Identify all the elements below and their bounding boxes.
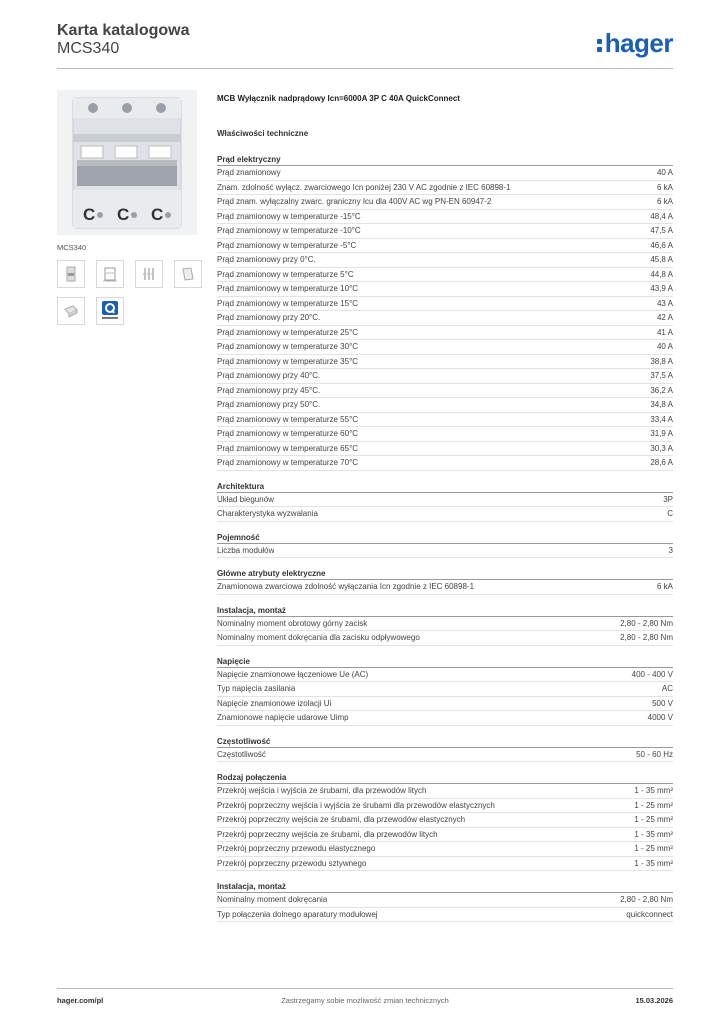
spec-label: Znamionowa zwarciowa zdolność wyłączania Icn zgodnie z IEC 60898-1 [217,582,475,591]
spec-label: Prąd znamionowy w temperaturze -15°C [217,211,361,221]
spec-label: Prąd znamionowy w temperaturze -5°C [217,240,357,250]
spec-label: Prąd znamionowy w temperaturze 25°C [217,327,359,337]
quickconnect-logo-icon [99,300,121,322]
spec-value: 43 A [656,298,673,308]
section-spacer [217,646,673,656]
spec-label: Prąd znamionowy w temperaturze 35°C [217,356,359,366]
spec-section [217,481,673,522]
spec-value: 40 A [656,342,673,351]
spec-value: 1 - 25 mm² [634,800,673,810]
spec-label: Przekrój poprzeczny wejścia i wyjścia ze śrubami dla przewodów elastycznych [217,800,495,810]
section-spacer [217,726,673,736]
spec-row [217,580,673,595]
spec-label: Prąd znam. wyłączalny zwarc. graniczny Icu dla 400V AC wg PN-EN 60947-2 [217,197,492,206]
spec-label: Napięcie znamionowe łączeniowe Ue (AC) [217,669,369,679]
spec-value: 43,9 A [650,284,673,293]
thumbnail-side-view[interactable] [174,260,202,288]
product-caption: MCS340 [57,243,87,252]
spec-value: AC [661,684,673,693]
thumbnail-perspective-view[interactable] [57,297,85,325]
product-name: MCB Wyłącznik nadprądowy Icn=6000A 3P C 40A QuickConnect [217,94,460,103]
spec-row [217,413,673,428]
spec-section [217,656,673,726]
spec-label: Prąd znamionowy przy 50°C. [217,400,321,409]
spec-row [217,617,673,632]
spec-label: Prąd znamionowy w temperaturze 55°C [217,414,359,424]
spec-label: Liczba modułów [217,545,275,555]
spec-label: Prąd znamionowy przy 45°C. [217,385,321,395]
page-title: Karta katalogowa [57,22,190,39]
spec-value: 37,5 A [650,371,673,380]
section-title: Częstotliwość [217,736,673,748]
spec-value: 34,8 A [650,400,673,409]
spec-row [217,682,673,697]
spec-row [217,253,673,268]
technical-properties-heading: Właściwości techniczne [217,129,309,138]
spec-row [217,311,673,326]
spec-row [217,631,673,646]
spec-value: 3 [668,545,673,555]
spec-row [217,507,673,522]
section-title: Prąd elektryczny [217,154,673,166]
spec-label: Prąd znamionowy [217,168,281,177]
thumbnail-dimension-drawing[interactable] [96,260,124,288]
spec-value: 500 V [652,698,673,708]
spec-row [217,340,673,355]
spec-row [217,210,673,225]
spec-label: Prąd znamionowy w temperaturze 30°C [217,342,359,351]
spec-value: 31,9 A [650,429,673,438]
spec-value: 1 - 35 mm² [634,829,673,839]
spec-label: Prąd znamionowy przy 20°C. [217,313,321,322]
spec-label: Prąd znamionowy w temperaturze 60°C [217,429,359,438]
spec-row [217,893,673,908]
spec-row [217,442,673,457]
svg-text:C: C [151,205,164,224]
thumbnail-strip [57,260,197,325]
footer-date: 15.03.2026 [635,996,673,1005]
hager-logo[interactable] [597,28,673,59]
section-title: Pojemność [217,532,673,544]
spec-row [217,493,673,508]
header-divider [57,68,673,69]
spec-label: Częstotliwość [217,749,266,759]
spec-value: quickconnect [626,909,673,919]
spec-value: 6 kA [656,182,673,192]
spec-label: Nominalny moment dokręcania dla zacisku odpływowego [217,633,420,642]
spec-label: Przekrój poprzeczny przewodu elastycznego [217,844,376,853]
thumbnail-front-view[interactable] [57,260,85,288]
spec-label: Nominalny moment obrotowy górny zacisk [217,618,368,628]
section-title: Napięcie [217,656,673,668]
spec-label: Prąd znamionowy w temperaturze 5°C [217,269,354,279]
spec-label: Prąd znamionowy przy 40°C. [217,371,321,380]
spec-label: Prąd znamionowy w temperaturze 70°C [217,458,359,467]
spec-row [217,268,673,283]
spec-value: 41 A [656,327,673,337]
dimension-drawing-icon [101,265,119,283]
section-spacer [217,522,673,532]
spec-value: 2,80 - 2,80 Nm [620,895,673,904]
spec-label: Przekrój poprzeczny przewodu sztywnego [217,858,367,868]
svg-text:C: C [117,205,130,224]
spec-value: 6 kA [656,582,673,591]
spec-label: Nominalny moment dokręcania [217,895,328,904]
spec-panel [217,94,673,922]
spec-label: Znam. zdolność wyłącz. zwarciowego Icn poniżej 230 V AC zgodnie z IEC 60898-1 [217,182,511,192]
spec-section [217,532,673,559]
side-view-icon [179,265,197,283]
spec-value: C [667,509,673,518]
spec-value: 44,8 A [650,269,673,279]
spec-label: Znamionowe napięcie udarowe Uimp [217,713,349,722]
section-title: Instalacja, montaż [217,605,673,617]
product-image[interactable] [57,90,197,235]
spec-section [217,736,673,763]
section-title: Architektura [217,481,673,493]
spec-row [217,842,673,857]
spec-value: 1 - 25 mm² [634,844,673,853]
spec-row [217,384,673,399]
spec-row [217,456,673,471]
spec-value: 2,80 - 2,80 Nm [620,618,673,628]
spec-value: 1 - 35 mm² [634,786,673,795]
spec-label: Przekrój wejścia i wyjścia ze śrubami, dla przewodów litych [217,786,427,795]
spec-row [217,282,673,297]
spec-label: Prąd znamionowy w temperaturze 10°C [217,284,359,293]
spec-row [217,398,673,413]
spec-value: 45,8 A [650,255,673,264]
spec-value: 28,6 A [650,458,673,467]
logo-text: hager [604,28,673,58]
footer-notice: Zastrzegamy sobie możliwość zmian technicznych [281,996,449,1005]
spec-value: 1 - 25 mm² [634,815,673,824]
spec-row [217,813,673,828]
spec-value: 48,4 A [650,211,673,221]
spec-section [217,568,673,595]
spec-value: 3P [663,494,673,504]
spec-section [217,881,673,922]
spec-value: 2,80 - 2,80 Nm [620,633,673,642]
spec-row [217,748,673,763]
spec-label: Typ napięcia zasilania [217,684,296,693]
section-spacer [217,471,673,481]
spec-row [217,828,673,843]
header [57,22,673,68]
spec-row [217,544,673,559]
section-spacer [217,762,673,772]
spec-value: 4000 V [647,713,673,722]
spec-row [217,697,673,712]
spec-section [217,772,673,871]
logo-dots-icon [597,34,603,54]
spec-value: 40 A [656,168,673,177]
spec-label: Prąd znamionowy w temperaturze 15°C [217,298,359,308]
spec-value: 42 A [656,313,673,322]
spec-value: 33,4 A [650,414,673,424]
spec-value: 50 - 60 Hz [636,749,673,759]
spec-label: Prąd znamionowy w temperaturze 65°C [217,443,359,453]
thumbnail-wiring-diagram[interactable] [135,260,163,288]
spec-row [217,326,673,341]
spec-label: Układ biegunów [217,494,274,504]
section-title: Instalacja, montaż [217,881,673,893]
spec-row [217,908,673,923]
footer-site-link[interactable]: hager.com/pl [57,996,104,1005]
spec-label: Przekrój poprzeczny wejścia ze śrubami, dla przewodów elastycznych [217,815,466,824]
spec-value: 400 - 400 V [631,669,673,679]
spec-row [217,668,673,683]
circuit-breaker-icon [67,94,187,232]
product-code: MCS340 [57,40,120,57]
spec-section [217,605,673,646]
section-spacer [217,871,673,881]
spec-row [217,355,673,370]
perspective-view-icon [62,302,80,320]
spec-label: Prąd znamionowy w temperaturze -10°C [217,226,361,235]
section-spacer [217,595,673,605]
spec-value: 6 kA [656,197,673,206]
spec-label: Napięcie znamionowe izolacji Ui [217,698,332,708]
product-media [57,90,197,325]
spec-row [217,224,673,239]
spec-label: Przekrój poprzeczny wejścia ze śrubami, dla przewodów litych [217,829,438,839]
spec-sections [217,154,673,922]
section-title: Rodzaj połączenia [217,772,673,784]
svg-text:C: C [83,205,96,224]
section-spacer [217,558,673,568]
spec-value: 47,5 A [650,226,673,235]
spec-value: 30,3 A [650,443,673,453]
spec-row [217,166,673,181]
spec-row [217,857,673,872]
wiring-diagram-icon [140,265,158,283]
spec-label: Charakterystyka wyzwalania [217,509,318,518]
thumbnail-quickconnect-logo[interactable] [96,297,124,325]
spec-value: 46,6 A [650,240,673,250]
front-view-icon [63,265,79,283]
spec-label: Typ połączenia dolnego aparatury modułowej [217,909,378,919]
footer-divider [57,988,673,989]
spec-row [217,784,673,799]
spec-row [217,799,673,814]
spec-label: Prąd znamionowy przy 0°C. [217,255,316,264]
spec-row [217,195,673,210]
spec-row [217,239,673,254]
spec-value: 38,8 A [650,356,673,366]
spec-value: 1 - 35 mm² [634,858,673,868]
spec-row [217,711,673,726]
spec-row [217,427,673,442]
spec-value: 36,2 A [650,385,673,395]
spec-section [217,154,673,471]
spec-row [217,297,673,312]
spec-row [217,181,673,196]
section-title: Główne atrybuty elektryczne [217,568,673,580]
spec-row [217,369,673,384]
